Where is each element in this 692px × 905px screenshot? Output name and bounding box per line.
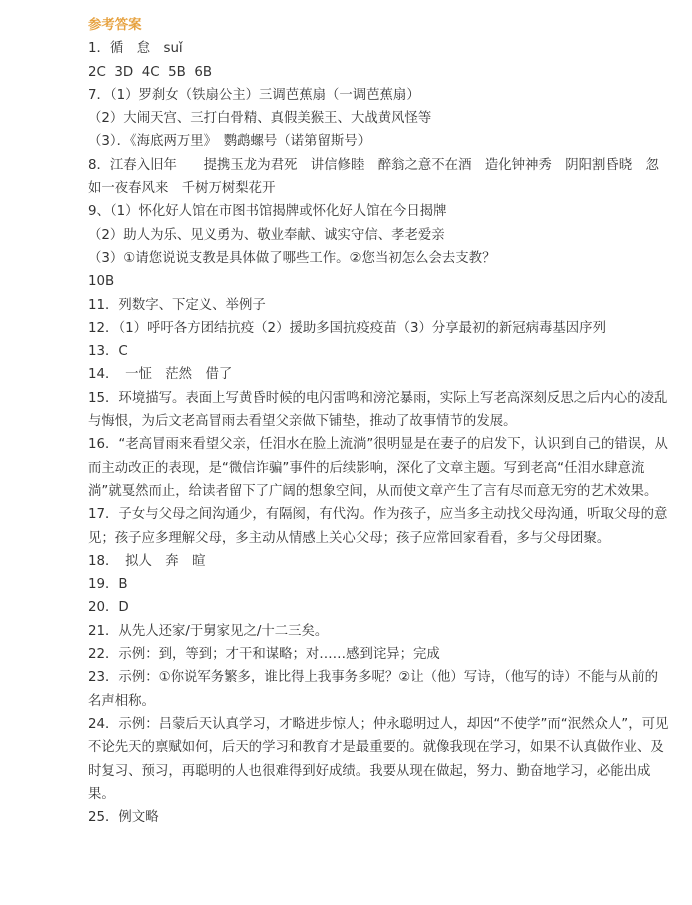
answer-line-2-6: 2C 3D 4C 5B 6B [88, 64, 213, 80]
answer-line-7-3: （3）．《海底两万里》 鹦鹉螺号（诺第留斯号） [88, 134, 372, 150]
answer-line-15: 15．环境描写。表面上写黄昏时候的电闪雷鸣和滂沱暴雨，实际上写老高深刻反思之后内心的凌乱与悔恨，为后文老高冒雨去看望父亲做下铺垫，推动了故事情节的发展。 [88, 390, 668, 430]
answer-line-17: 17．子女与父母之间沟通少，有隔阂，有代沟。作为孩子，应当多主动找父母沟通，听取父母的意见；孩子应多理解父母，多主动从情感上关心父母；孩子应常回家看看，多与父母团聚。 [88, 507, 668, 546]
answer-line-9-2: （2）助人为乐、见义勇为、敬业奉献、诚实守信、孝老爱亲 [88, 227, 445, 243]
answer-line-7-2: （2）大闹天宫、三打白骨精、真假美猴王、大战黄风怪等 [88, 111, 432, 127]
answer-line-1: 1．循 怠 suǐ [88, 41, 183, 57]
answer-line-7-1: 7．（1）罗刹女（铁扇公主）三调芭蕉扇（一调芭蕉扇） [88, 87, 420, 103]
answer-line-23: 23．示例：①你说军务繁多，谁比得上我事务多呢？②让（他）写诗，（他写的诗）不能与从前的名声相称。 [88, 670, 658, 709]
answer-line-10: 10B [88, 274, 115, 290]
answer-line-9-3: （3）①请您说说支教是具体做了哪些工作。②您当初怎么会去支教？ [88, 250, 496, 266]
answer-line-13: 13．C [88, 344, 128, 360]
answer-line-20: 20．D [88, 600, 129, 616]
answer-line-14: 14． 一怔 茫然 借了 [88, 367, 233, 383]
answer-line-16: 16．“老高冒雨来看望父亲，任泪水在脸上流淌”很明显是在妻子的启发下，认识到自己的错误，从而主动改正的表现，是“微信诈骗”事件的后续影响，深化了文章主题。写到老高“任泪水肆意流淌”就戛然而止，给读者留下了广阔的想象空间，从而使文章产生了言有尽而意无穷的艺术效果。 [88, 437, 668, 499]
answer-line-9-1: 9、（1）怀化好人馆在市图书馆揭牌或怀化好人馆在今日揭牌 [88, 204, 447, 220]
answer-line-8: 8．江春入旧年 提携玉龙为君死 讲信修睦 醉翁之意不在酒 造化钟神秀 阴阳割昏晓 忽如一夜春风来 千树万树梨花开 [88, 157, 659, 197]
answer-line-24: 24．示例：吕蒙后天认真学习，才略进步惊人；仲永聪明过人，却因“不使学”而“泯然众人”，可见不论先天的禀赋如何，后天的学习和教育才是最重要的。就像我现在学习，如果不认真做作业、及时复习、预习，再聪明的人也很难得到好成绩。我要从现在做起，努力、勤奋地学习，必能出成果。 [88, 716, 669, 802]
answer-line-12: 12．（1）呼吁各方团结抗疫（2）援助多国抗疫疫苗（3）分享最初的新冠病毒基因序列 [88, 320, 606, 336]
answer-line-25: 25．例文略 [88, 810, 159, 826]
answer-heading: 参考答案 [88, 18, 142, 33]
answer-line-22: 22．示例：到，等到；才干和谋略；对……感到诧异；完成 [88, 647, 440, 663]
answer-line-19: 19．B [88, 577, 128, 593]
answer-line-18: 18． 拟人 奔 暄 [88, 553, 206, 569]
answer-line-11: 11．列数字、下定义、举例子 [88, 297, 266, 313]
answer-line-21: 21．从先人还家/于舅家见之/十二三矣。 [88, 623, 329, 639]
